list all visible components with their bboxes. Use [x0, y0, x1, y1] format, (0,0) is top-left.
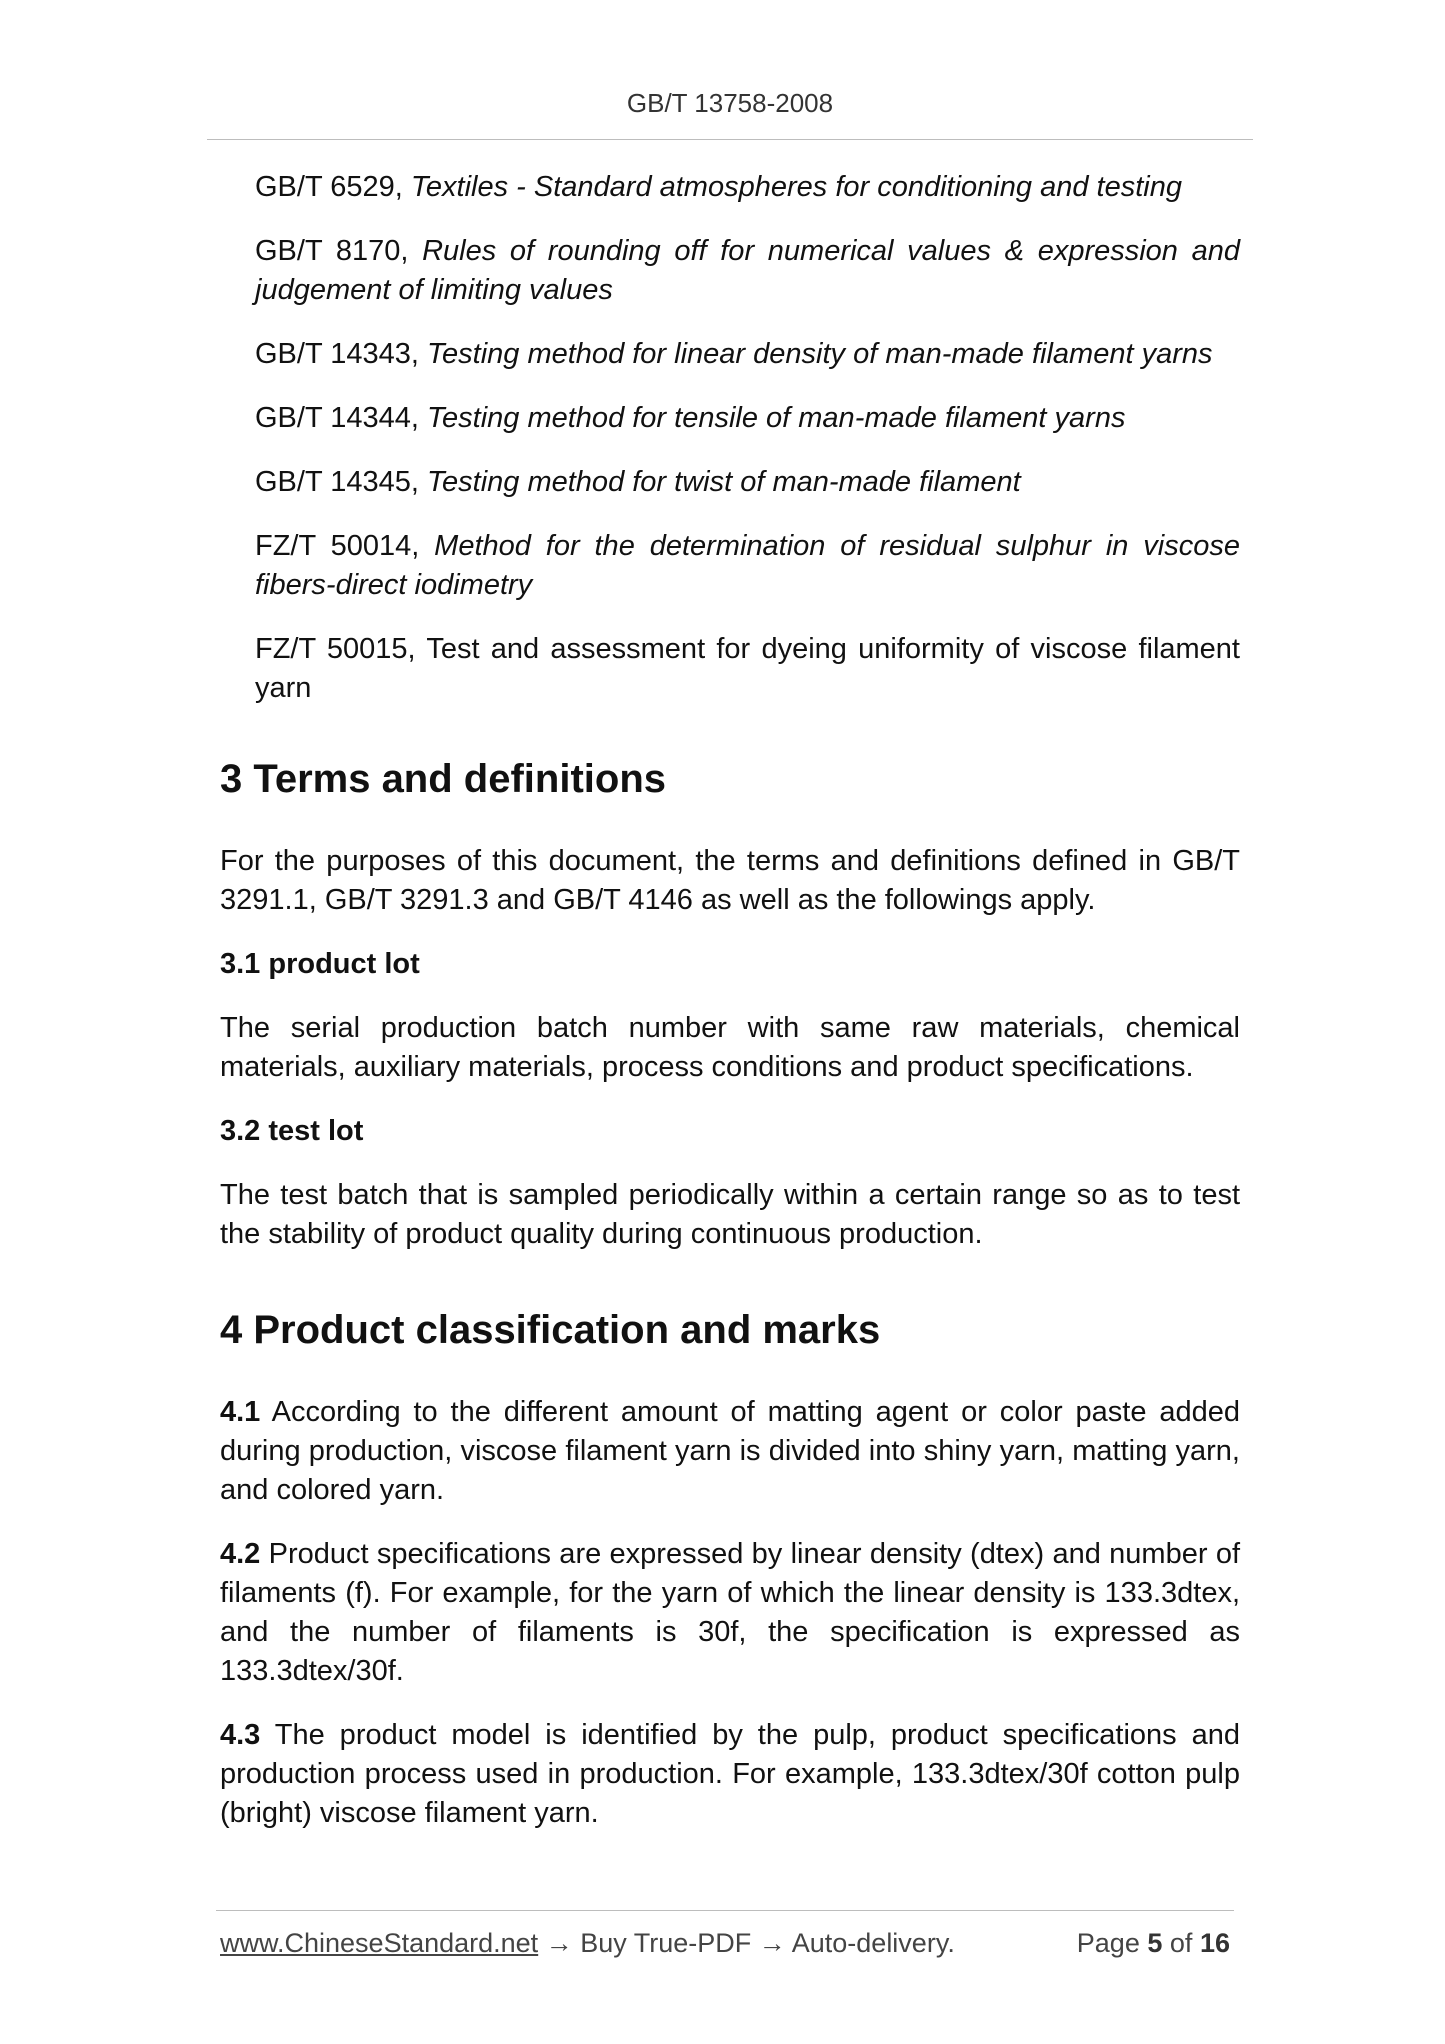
clause-paragraph [220, 1393, 1240, 1510]
reference-title: Testing method for linear density of man-made filament yarns [426, 338, 1213, 370]
reference-code: GB/T 14345, [255, 466, 419, 498]
reference-item [255, 630, 1240, 708]
term-heading-test-lot: 3.2 test lot [220, 1115, 364, 1147]
clause-number: 4.1 [220, 1396, 261, 1428]
reference-code: GB/T 6529, [255, 171, 403, 203]
reference-item [255, 527, 1240, 605]
section-intro: For the purposes of this document, the terms and definitions defined in GB/T 3291.1, GB/T 3291.3 and GB/T 4146 as well as the followings apply. [220, 845, 1240, 916]
header-divider [207, 139, 1253, 140]
page-footer [220, 1928, 1230, 1959]
of-label: of [1169, 1928, 1193, 1958]
clause-text: The product model is identified by the pulp, product specifications and production process used in production. For example, 133.3dtex/30f cotton pulp (bright) viscose filament yarn. [220, 1719, 1240, 1829]
reference-item [255, 232, 1240, 310]
reference-title: Testing method for twist of man-made filament [426, 466, 1021, 498]
reference-code: FZ/T 50015, [255, 633, 416, 665]
footer-divider [216, 1910, 1234, 1911]
website-link[interactable]: www.ChineseStandard.net [220, 1928, 539, 1958]
term-heading-product-lot: 3.1 product lot [220, 948, 420, 980]
page-total: 16 [1199, 1928, 1230, 1958]
reference-title: Test and assessment for dyeing uniformity of viscose filament yarn [255, 633, 1240, 704]
reference-title: Testing method for tensile of man-made filament yarns [426, 402, 1126, 434]
reference-title: Rules of rounding off for numerical values & expression and judgement of limiting values [255, 235, 1241, 306]
page-content [220, 168, 1240, 1858]
page-indicator [1077, 1928, 1230, 1959]
clause-number: 4.3 [220, 1719, 261, 1751]
reference-code: GB/T 14344, [255, 402, 419, 434]
reference-item [255, 335, 1240, 374]
clause-number: 4.2 [220, 1538, 261, 1570]
section-heading-classification: 4 Product classification and marks [220, 1308, 881, 1352]
reference-code: FZ/T 50014, [255, 530, 420, 562]
clause-text: According to the different amount of matting agent or color paste added during production, viscose filament yarn is divided into shiny yarn, matting yarn, and colored yarn. [220, 1396, 1240, 1506]
reference-title: Method for the determination of residual sulphur in viscose fibers-direct iodimetry [255, 530, 1240, 601]
reference-item [255, 463, 1240, 502]
section-heading-terms: 3 Terms and definitions [220, 757, 666, 801]
reference-code: GB/T 8170, [255, 235, 409, 267]
reference-item [255, 168, 1240, 207]
page-label: Page [1076, 1928, 1140, 1958]
reference-item [255, 399, 1240, 438]
page-number: 5 [1147, 1928, 1163, 1958]
clause-text: Product specifications are expressed by linear density (dtex) and number of filaments (f). For example, for the yarn of which the linear density is 133.3dtex, and the number of filaments is 30f, the specification is expressed as 133.3dtex/30f. [220, 1538, 1241, 1687]
reference-title: Textiles - Standard atmospheres for conditioning and testing [410, 171, 1182, 203]
document-code-header: GB/T 13758-2008 [626, 88, 834, 118]
reference-code: GB/T 14343, [255, 338, 419, 370]
footer-tagline: → Buy True-PDF → Auto-delivery. [538, 1928, 955, 1958]
clause-paragraph [220, 1716, 1240, 1833]
clause-paragraph [220, 1535, 1240, 1691]
term-definition: The test batch that is sampled periodically within a certain range so as to test the stability of product quality during continuous production. [220, 1179, 1240, 1250]
term-definition: The serial production batch number with same raw materials, chemical materials, auxiliary materials, process conditions and product specifications. [220, 1012, 1240, 1083]
